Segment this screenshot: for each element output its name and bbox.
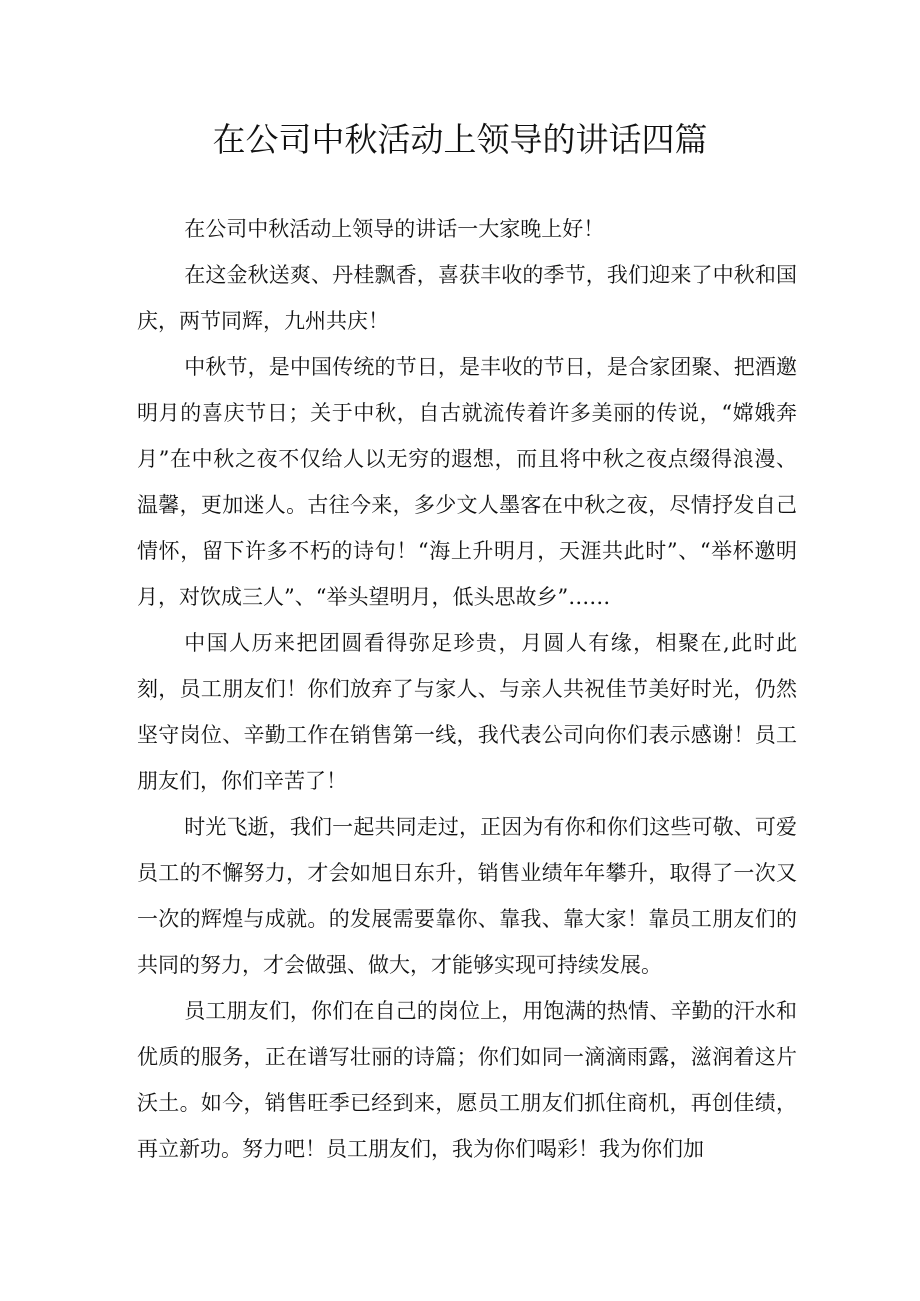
paragraph-mid-autumn: 中秋节，是中国传统的节日，是丰收的节日，是合家团聚、把酒邀明月的喜庆节日；关于中秋，自古就流传着许多美丽的传说，“嫦娥奔月”在中秋之夜不仅给人以无穷的遐想，而且将中秋之夜点缀得浪漫、温馨，更加迷人。古往今来，多少文人墨客在中秋之夜，尽情抒发自己情怀，留下许多不朽的诗句！“海上升明月，天涯共此时”、“举杯邀明月，对饮成三人”、“举头望明月，低头思故乡”……: [137, 355, 797, 609]
document-body: [137, 206, 797, 1172]
paragraph-season: 在这金秋送爽、丹桂飘香，喜获丰收的季节，我们迎来了中秋和国庆，两节同辉，九州共庆！: [137, 263, 797, 333]
paragraph-reunion: 中国人历来把团圆看得弥足珍贵，月圆人有缘，相聚在,此时此刻，员工朋友们！你们放弃了与家人、与亲人共祝佳节美好时光，仍然坚守岗位、辛勤工作在销售第一线，我代表公司向你们表示感谢！员工朋友们，你们辛苦了！: [137, 631, 797, 793]
document-title: 在公司中秋活动上领导的讲话四篇: [212, 120, 708, 159]
paragraph-time-flies: 时光飞逝，我们一起共同走过，正因为有你和你们这些可敬、可爱员工的不懈努力，才会如旭日东升，销售业绩年年攀升，取得了一次又一次的辉煌与成就。的发展需要靠你、靠我、靠大家！靠员工朋友们的共同的努力，才会做强、做大，才能够实现可持续发展。: [137, 815, 797, 977]
paragraph-greeting: 在公司中秋活动上领导的讲话一大家晚上好！: [184, 217, 605, 241]
paragraph-employees: 员工朋友们，你们在自己的岗位上，用饱满的热情、辛勤的汗水和优质的服务，正在谱写壮丽的诗篇；你们如同一滴滴雨露，滋润着这片沃土。如今，销售旺季已经到来，愿员工朋友们抓住商机，再创佳绩，再立新功。努力吧！员工朋友们，我为你们喝彩！我为你们加: [137, 999, 797, 1161]
